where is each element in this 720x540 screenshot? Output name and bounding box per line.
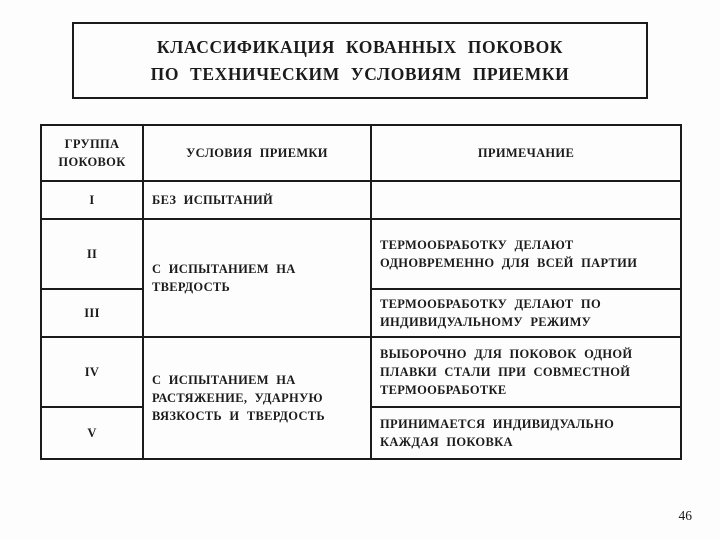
slide-title-line-2: ПО ТЕХНИЧЕСКИМ УСЛОВИЯМ ПРИЕМКИ xyxy=(150,64,570,85)
group-cell-5: V xyxy=(41,407,143,459)
table-row xyxy=(41,219,681,289)
table-row xyxy=(41,181,681,219)
group-cell-2: II xyxy=(41,219,143,289)
note-cell-4: ВЫБОРОЧНО ДЛЯ ПОКОВОК ОДНОЙ ПЛАВКИ СТАЛИ ПРИ СОВМЕСТНОЙ ТЕРМООБРАБОТКЕ xyxy=(371,337,681,407)
group-cell-4: IV xyxy=(41,337,143,407)
slide-title-line-1: КЛАССИФИКАЦИЯ КОВАННЫХ ПОКОВОК xyxy=(156,37,564,57)
conditions-cell-2-3: С ИСПЫТАНИЕМ НА ТВЕРДОСТЬ xyxy=(143,219,371,337)
header-conditions-column: УСЛОВИЯ ПРИЕМКИ xyxy=(143,125,371,181)
header-group-column: ГРУППА ПОКОВОК xyxy=(41,125,143,181)
slide-title xyxy=(72,22,648,99)
note-cell-5: ПРИНИМАЕТСЯ ИНДИВИДУАЛЬНО КАЖДАЯ ПОКОВКА xyxy=(371,407,681,459)
table-row xyxy=(41,337,681,407)
classification-table xyxy=(40,124,682,460)
note-cell-1 xyxy=(371,181,681,219)
header-note-column: ПРИМЕЧАНИЕ xyxy=(371,125,681,181)
conditions-cell-4-5: С ИСПЫТАНИЕМ НА РАСТЯЖЕНИЕ, УДАРНУЮ ВЯЗКОСТЬ И ТВЕРДОСТЬ xyxy=(143,337,371,459)
page-number: 46 xyxy=(678,508,692,523)
note-cell-2: ТЕРМООБРАБОТКУ ДЕЛАЮТ ОДНОВРЕМЕННО ДЛЯ ВСЕЙ ПАРТИИ xyxy=(371,219,681,289)
group-cell-3: III xyxy=(41,289,143,337)
note-cell-3: ТЕРМООБРАБОТКУ ДЕЛАЮТ ПО ИНДИВИДУАЛЬНОМУ РЕЖИМУ xyxy=(371,289,681,337)
table-header-row xyxy=(41,125,681,181)
conditions-cell-1: БЕЗ ИСПЫТАНИЙ xyxy=(143,181,371,219)
group-cell-1: I xyxy=(41,181,143,219)
